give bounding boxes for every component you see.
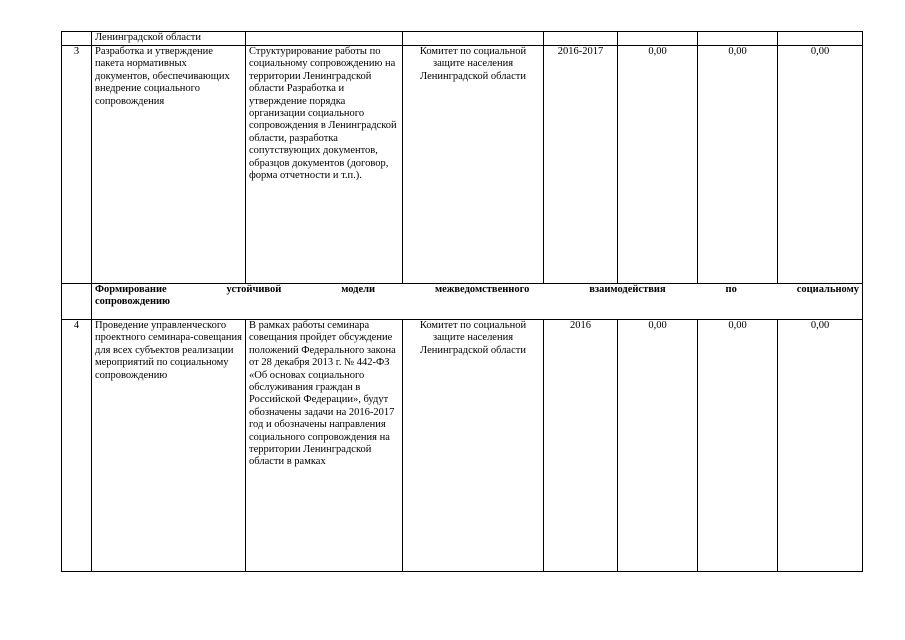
period <box>544 32 618 46</box>
amount-3 <box>778 32 863 46</box>
table-row <box>62 46 863 284</box>
row-number <box>62 32 92 46</box>
executor: Комитет по социальной защите населения Ленинградской области <box>403 320 544 572</box>
executor <box>403 32 544 46</box>
program-activities-table <box>61 31 863 572</box>
amount-2: 0,00 <box>698 320 778 572</box>
section-title-line-1: Формирование устойчивой модели межведомственного взаимодействия по социальному <box>95 284 859 295</box>
amount-3: 0,00 <box>778 46 863 284</box>
executor: Комитет по социальной защите населения Ленинградской области <box>403 46 544 284</box>
amount-1: 0,00 <box>618 46 698 284</box>
section-number-cell <box>62 284 92 320</box>
section-title-line-2: сопровождению <box>95 296 171 308</box>
activity-description: В рамках работы семинара совещания пройдет обсуждение положений Федерального закона от 28 декабря 2013 г. № 442-ФЗ «Об основах социального обслуживания граждан в Российской Федерации», будут обозначены задачи на 2016-2017 год и обозначены направления социального сопровождения на территории Ленинградской области в рамках <box>246 320 403 572</box>
activity-name: Разработка и утверждение пакета нормативных документов, обеспечивающих внедрение социального сопровождения <box>92 46 246 284</box>
activity-description: Структурирование работы по социальному сопровождению на территории Ленинградской области Разработка и утверждение порядка организации социального сопровождения в Ленинградской области, разработка сопутствующих документов, образцов документов (договор, форма отчетности и т.п.). <box>246 46 403 284</box>
section-row <box>62 284 863 320</box>
amount-1 <box>618 32 698 46</box>
amount-3: 0,00 <box>778 320 863 572</box>
amount-2: 0,00 <box>698 46 778 284</box>
activity-name: Проведение управленческого проектного семинара-совещания для всех субъектов реализации мероприятий по социальному сопровождению <box>92 320 246 572</box>
row-number: 4 <box>62 320 92 572</box>
table-row <box>62 32 863 46</box>
section-title <box>92 284 863 320</box>
period: 2016 <box>544 320 618 572</box>
amount-2 <box>698 32 778 46</box>
row-number: 3 <box>62 46 92 284</box>
activity-name: Ленинградской области <box>92 32 246 46</box>
amount-1: 0,00 <box>618 320 698 572</box>
table-row <box>62 320 863 572</box>
period: 2016-2017 <box>544 46 618 284</box>
activity-description <box>246 32 403 46</box>
